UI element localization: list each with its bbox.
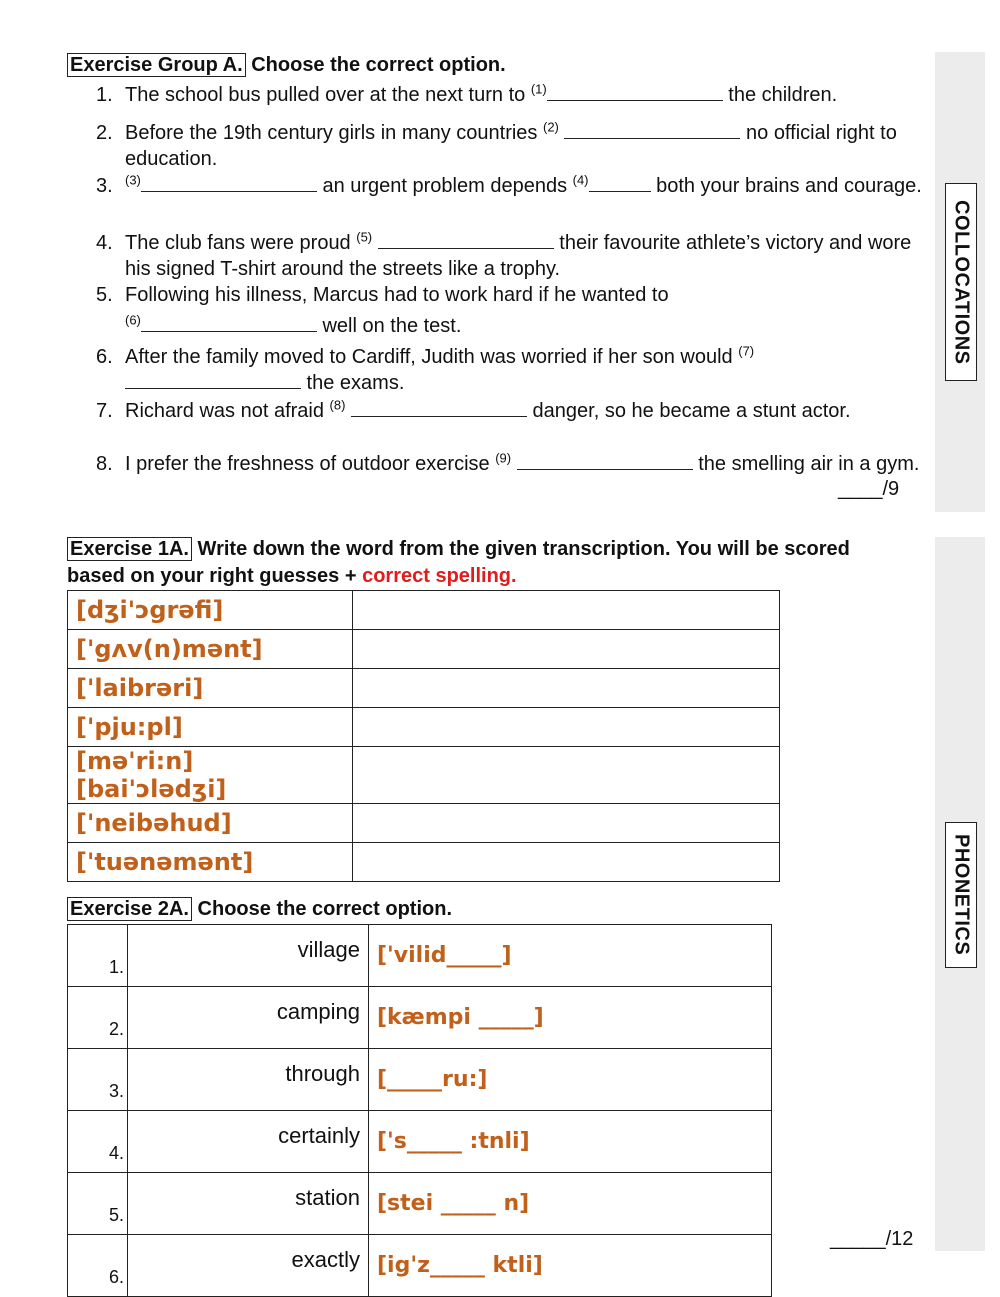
answer-cell[interactable] <box>353 708 780 747</box>
question-number: 2. <box>96 122 113 144</box>
answer-blank-3[interactable] <box>141 173 317 192</box>
exercise-a-instruction: Choose the correct option. <box>251 54 506 76</box>
table-row <box>68 1173 772 1235</box>
word-cell: certainly <box>128 1111 369 1173</box>
question-text: Before the 19th century girls in many countries <box>125 122 543 144</box>
row-number: 2. <box>68 987 128 1049</box>
row-number: 6. <box>68 1235 128 1297</box>
answer-cell[interactable] <box>353 630 780 669</box>
word-cell: exactly <box>128 1235 369 1297</box>
pronunciation-cell[interactable]: [kæmpi _____] <box>369 987 772 1049</box>
row-number: 3. <box>68 1049 128 1111</box>
answer-blank-5[interactable] <box>378 230 554 249</box>
exercise-1a-heading <box>67 536 897 590</box>
pronunciation-cell[interactable]: [_____ru:] <box>369 1049 772 1111</box>
exercise-2a-score: _____/12 <box>830 1228 914 1250</box>
gap-number: (9) <box>495 450 512 466</box>
question-text: After the family moved to Cardiff, Judith was worried if her son would <box>125 346 739 368</box>
exercise-2a-instruction: Choose the correct option. <box>197 898 453 920</box>
question-text: well on the test. <box>316 315 462 337</box>
transcription-cell: ['gʌv(n)mənt] <box>68 630 353 669</box>
word-cell: station <box>128 1173 369 1235</box>
exercise-1a-label: Exercise 1A. <box>67 537 192 561</box>
question-number: 1. <box>96 84 113 106</box>
answer-cell[interactable] <box>353 747 780 804</box>
pronunciation-cell[interactable]: ['s_____ :tnli] <box>369 1111 772 1173</box>
transcription-cell: [dʒi'ɔgrəfi] <box>68 591 353 630</box>
question-number: 5. <box>96 284 113 306</box>
exercise-a-heading <box>67 52 506 79</box>
answer-cell[interactable] <box>353 804 780 843</box>
table-row <box>68 1235 772 1297</box>
question-text: their favourite athlete’s victory and wore his signed T-shirt around the streets like a trophy. <box>125 232 912 280</box>
pronunciation-cell[interactable]: [ig'z_____ ktli] <box>369 1235 772 1297</box>
exercise-2a-heading <box>67 896 452 923</box>
answer-blank-2[interactable] <box>564 120 740 139</box>
gap-number: (1) <box>530 81 547 97</box>
question-text: The school bus pulled over at the next turn to <box>125 84 531 106</box>
row-number: 4. <box>68 1111 128 1173</box>
question-text: an urgent problem depends <box>316 175 573 197</box>
transcription-cell: ['laibrəri] <box>68 669 353 708</box>
question-text: I prefer the freshness of outdoor exercise <box>125 453 496 475</box>
table-row <box>68 747 780 804</box>
question-number: 4. <box>96 232 113 254</box>
question-number: 6. <box>96 346 113 368</box>
answer-blank-9[interactable] <box>517 451 693 470</box>
question-number: 8. <box>96 453 113 475</box>
gap-number: (4) <box>572 172 589 188</box>
exercise-a-label: Exercise Group A. <box>67 53 246 77</box>
gap-number: (5) <box>356 229 373 245</box>
question-number: 7. <box>96 400 113 422</box>
phonetics-tab: PHONETICS <box>945 822 977 968</box>
transcription-cell: ['neibəhud] <box>68 804 353 843</box>
question-text: the exams. <box>301 372 405 394</box>
exercise-a-score: ____/9 <box>838 478 900 500</box>
answer-cell[interactable] <box>353 591 780 630</box>
gap-number: (8) <box>329 397 346 413</box>
question-text: Following his illness, Marcus had to work hard if he wanted to <box>125 284 669 306</box>
answer-blank-4[interactable] <box>589 173 651 192</box>
transcription-table <box>67 590 780 882</box>
transcription-cell: [mə'ri:n] [bai'ɔlədʒi] <box>68 747 353 804</box>
exercise-1a-instruction-red: correct spelling. <box>362 565 517 587</box>
row-number: 5. <box>68 1173 128 1235</box>
question-text: both your brains and courage. <box>650 175 922 197</box>
question-text: the children. <box>722 84 838 106</box>
pronunciation-cell[interactable]: ['vilid_____] <box>369 925 772 987</box>
table-row <box>68 1111 772 1173</box>
table-row <box>68 925 772 987</box>
question-text: the smelling air in a gym. <box>692 453 920 475</box>
answer-cell[interactable] <box>353 843 780 882</box>
answer-blank-1[interactable] <box>547 82 723 101</box>
gap-number: (6) <box>125 312 141 328</box>
answer-cell[interactable] <box>353 669 780 708</box>
transcription-cell: ['tuənəmənt] <box>68 843 353 882</box>
table-row <box>68 804 780 843</box>
question-text: Richard was not afraid <box>125 400 330 422</box>
table-row <box>68 669 780 708</box>
question-number: 3. <box>96 175 113 197</box>
collocations-tab: COLLOCATIONS <box>945 183 977 381</box>
table-row <box>68 843 780 882</box>
answer-blank-6[interactable] <box>141 313 317 332</box>
question-text: The club fans were proud <box>125 232 357 254</box>
word-cell: camping <box>128 987 369 1049</box>
pronunciation-cell[interactable]: [stei _____ n] <box>369 1173 772 1235</box>
word-cell: through <box>128 1049 369 1111</box>
exercise-1a-instruction: Write down the word from the given transcription. You will be scored based on your right guesses + <box>67 538 850 587</box>
answer-blank-8[interactable] <box>351 398 527 417</box>
word-cell: village <box>128 925 369 987</box>
gap-number: (3) <box>125 172 141 188</box>
question-text: danger, so he became a stunt actor. <box>527 400 851 422</box>
row-number: 1. <box>68 925 128 987</box>
table-row <box>68 591 780 630</box>
gap-number: (2) <box>543 119 559 135</box>
question-text: no official right to education. <box>125 122 897 170</box>
transcription-cell: ['pju:pl] <box>68 708 353 747</box>
table-row <box>68 630 780 669</box>
exercise-2a-label: Exercise 2A. <box>67 897 192 921</box>
gap-number: (7) <box>738 343 755 359</box>
table-row <box>68 987 772 1049</box>
table-row <box>68 1049 772 1111</box>
answer-blank-7[interactable] <box>125 370 301 389</box>
pronunciation-table <box>67 924 772 1297</box>
table-row <box>68 708 780 747</box>
